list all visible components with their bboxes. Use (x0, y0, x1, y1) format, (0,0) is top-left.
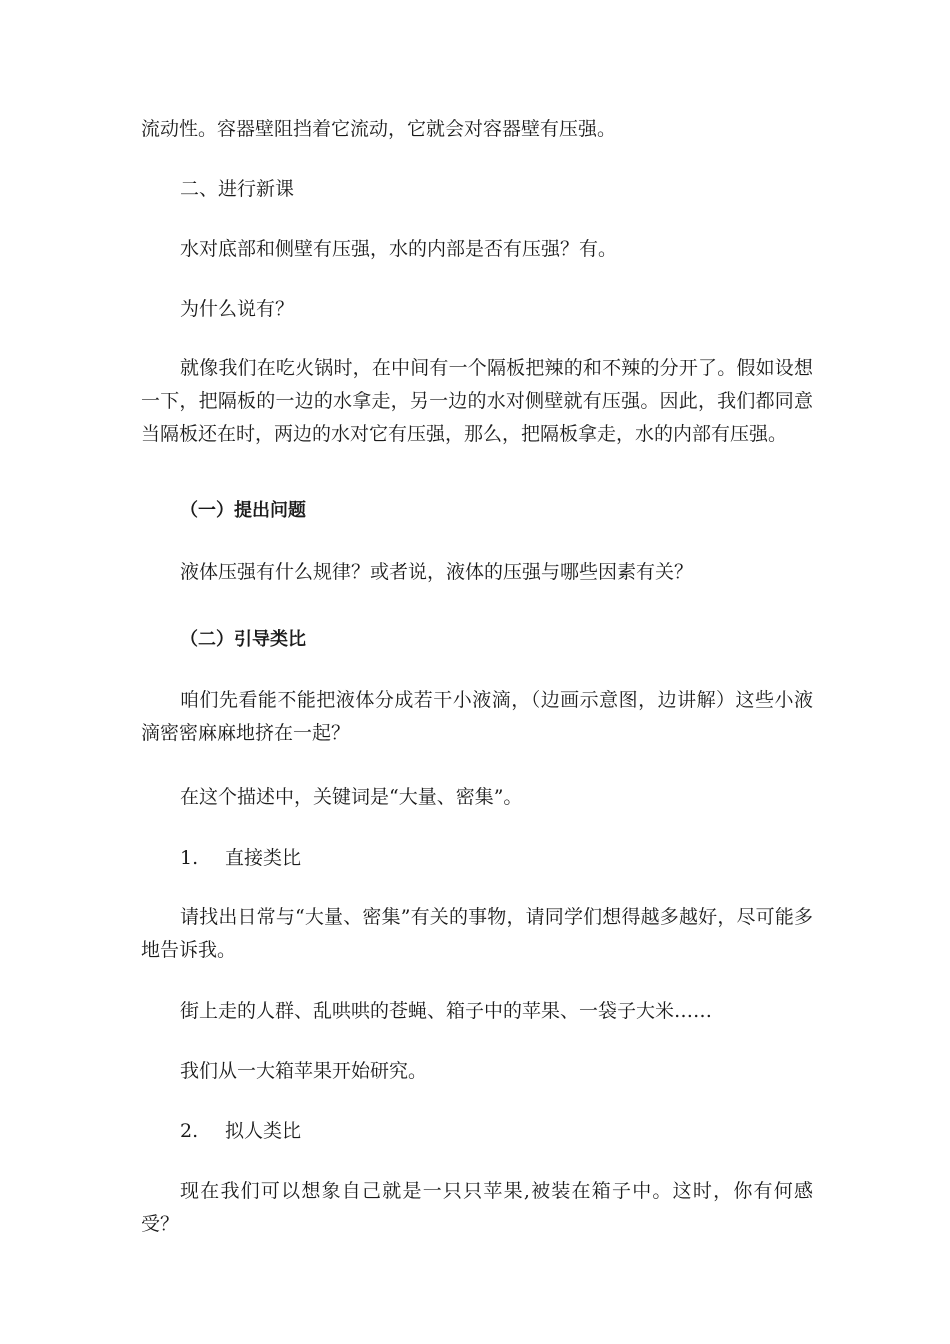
paragraph: 在这个描述中，关键词是“大量、密集”。 (180, 786, 523, 808)
paragraph: 现在我们可以想象自己就是一只只苹果,被装在箱子中。这时，你有何感受？ (141, 1180, 813, 1235)
list-item-direct-analogy (141, 842, 813, 875)
list-text: 直接类比 (225, 847, 302, 869)
paragraph: 为什么说有？ (180, 298, 295, 320)
paragraph: 街上走的人群、乱哄哄的苍蝇、箱子中的苹果、一袋子大米…… (180, 1000, 713, 1022)
paragraph: 请找出日常与“大量、密集”有关的事物，请同学们想得越多越好，尽可能多地告诉我。 (141, 906, 813, 961)
list-text: 拟人类比 (225, 1120, 302, 1142)
subheading-guided-analogy: （二）引导类比 (180, 629, 306, 650)
paragraph: 我们从一大箱苹果开始研究。 (180, 1060, 428, 1082)
list-number: 1. (180, 847, 199, 869)
subheading-ask-question: （一）提出问题 (180, 500, 306, 521)
paragraph: 液体压强有什么规律？或者说，液体的压强与哪些因素有关？ (180, 561, 694, 583)
paragraph-continuation: 流动性。容器壁阻挡着它流动，它就会对容器壁有压强。 (141, 118, 617, 140)
section-heading-new-lesson: 二、进行新课 (180, 178, 295, 200)
paragraph-hotpot-analogy: 就像我们在吃火锅时，在中间有一个隔板把辣的和不辣的分开了。假如设想一下，把隔板的一边的水拿走，另一边的水对侧壁就有压强。因此，我们都同意当隔板还在时，两边的水对它有压强，那么，把隔板拿走，水的内部有压强。 (141, 357, 813, 445)
list-number: 2. (180, 1120, 199, 1142)
list-item-personification-analogy (141, 1115, 813, 1148)
paragraph: 水对底部和侧壁有压强，水的内部是否有压强？有。 (180, 238, 618, 260)
paragraph: 咱们先看能不能把液体分成若干小液滴，（边画示意图，边讲解）这些小液滴密密麻麻地挤在一起？ (141, 689, 813, 744)
